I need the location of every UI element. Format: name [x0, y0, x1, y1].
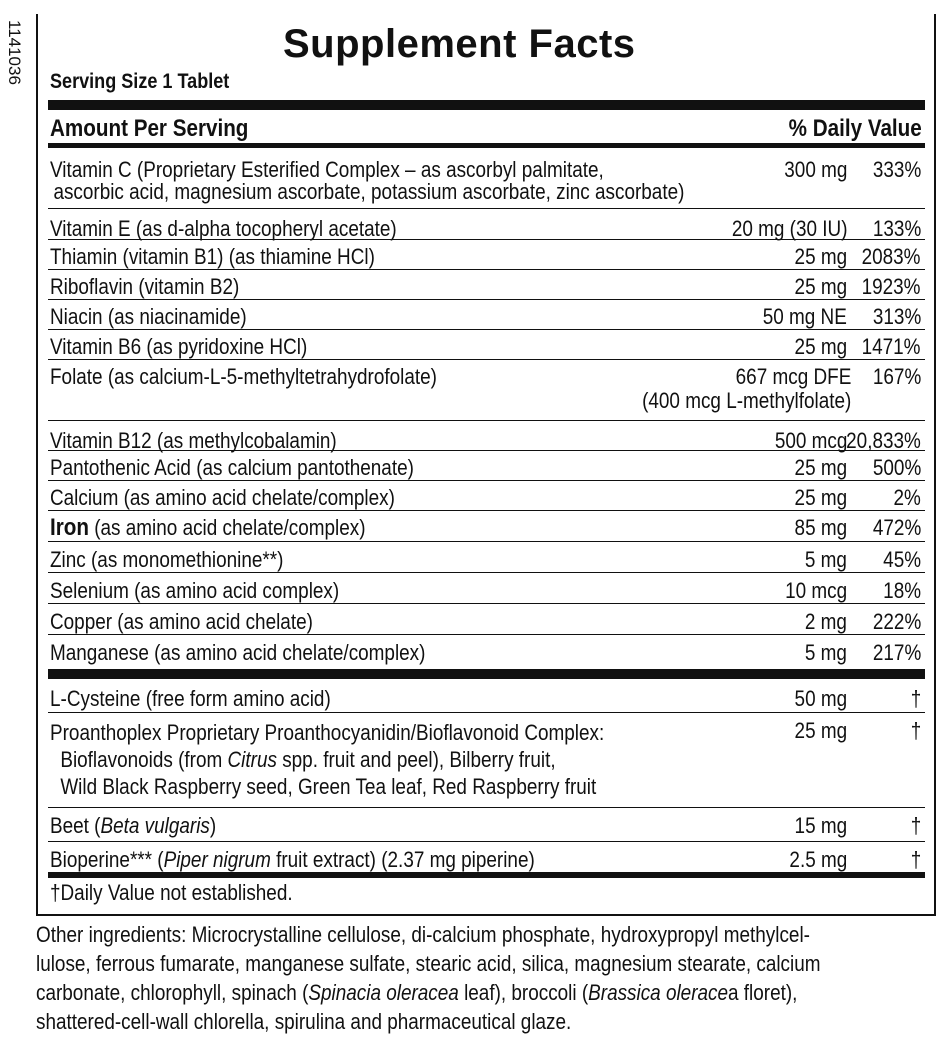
nutrient-amount: 25 mg — [794, 274, 847, 299]
nutrient-name: Zinc (as monomethionine**) — [50, 547, 284, 572]
ingredient-name — [50, 814, 216, 838]
ingredient-text: spp. fruit and peel), Bilberry fruit, — [276, 747, 556, 772]
ingredient-text-italic: Citrus — [227, 747, 277, 772]
nutrient-row — [48, 573, 925, 604]
ingredient-row — [48, 808, 925, 842]
nutrient-amount: 25 mg — [794, 485, 847, 510]
nutrient-row — [48, 209, 925, 240]
other-text-italic: Spinacia oleracea — [308, 980, 459, 1005]
ingredient-dv: † — [910, 686, 921, 711]
ingredient-row — [48, 713, 925, 808]
nutrient-dv: 1471% — [862, 334, 921, 359]
nutrient-dv: 2083% — [862, 244, 921, 269]
footnote: †Daily Value not established. — [50, 880, 293, 905]
nutrient-row — [48, 451, 925, 481]
ingredient-text: Bioflavonoids (from — [60, 747, 228, 772]
ingredient-name: L-Cysteine (free form amino acid) — [50, 686, 331, 711]
nutrient-name-line: ascorbic acid, magnesium ascorbate, potassium ascorbate, zinc ascorbate) — [53, 179, 685, 204]
ingredient-text: Bioperine*** ( — [50, 847, 164, 872]
nutrient-row — [48, 542, 925, 573]
nutrient-amount: 500 mcg — [774, 428, 847, 453]
nutrient-amount: 20 mg (30 IU) — [731, 216, 847, 241]
ingredient-amount: 2.5 mg — [789, 847, 847, 872]
nutrient-dv: 45% — [883, 547, 921, 572]
nutrient-name: Selenium (as amino acid complex) — [50, 578, 340, 603]
nutrient-name — [50, 516, 366, 540]
nutrient-amount: 50 mg NE — [762, 304, 847, 329]
nutrient-amount: 10 mcg — [784, 578, 847, 603]
nutrient-name: Thiamin (vitamin B1) (as thiamine HCl) — [50, 244, 375, 269]
nutrient-name: Pantothenic Acid (as calcium pantothenate) — [50, 455, 414, 480]
ingredient-row — [48, 679, 925, 713]
nutrient-amount: 25 mg — [794, 455, 847, 480]
other-ingredients-line: shattered-cell-wall chlorella, spirulina and pharmaceutical glaze. — [36, 1009, 572, 1034]
nutrient-name: Niacin (as niacinamide) — [50, 304, 247, 329]
ingredient-row — [48, 842, 925, 872]
nutrient-name-rest: (as amino acid chelate/complex) — [88, 515, 366, 540]
nutrient-row — [48, 300, 925, 330]
nutrient-dv: 222% — [872, 609, 921, 634]
ingredient-text-italic: Beta vulgaris — [100, 813, 210, 838]
nutrient-name: Calcium (as amino acid chelate/complex) — [50, 485, 395, 510]
nutrient-row — [48, 604, 925, 635]
amount-per-serving-label: Amount Per Serving — [50, 115, 249, 142]
nutrient-name: Manganese (as amino acid chelate/complex) — [50, 640, 426, 665]
nutrient-amount: 5 mg — [804, 547, 847, 572]
nutrient-dv: 333% — [872, 157, 921, 182]
nutrient-row — [48, 481, 925, 511]
nutrient-dv: 217% — [872, 640, 921, 665]
ingredient-text-italic: Piper nigrum — [163, 847, 271, 872]
ingredient-dv: † — [910, 847, 921, 872]
ingredient-name-line: Proanthoplex Proprietary Proanthocyanidin/Bioflavonoid Complex: — [50, 720, 605, 745]
product-code: 1141036 — [5, 20, 24, 85]
thick-divider-top — [48, 100, 925, 110]
other-ingredients-line: Other ingredients: Microcrystalline cellulose, di-calcium phosphate, hydroxypropyl methylcel- — [36, 922, 810, 947]
panel-title: Supplement Facts — [283, 22, 636, 66]
nutrient-amount: 300 mg — [783, 157, 847, 182]
nutrient-row — [48, 148, 925, 209]
nutrient-dv: 167% — [872, 364, 921, 389]
ingredient-text: ) — [209, 813, 217, 838]
nutrient-dv: 500% — [872, 455, 921, 480]
nutrient-name: Copper (as amino acid chelate) — [50, 609, 313, 634]
other-text: carbonate, chlorophyll, spinach ( — [36, 980, 309, 1005]
ingredient-amount: 25 mg — [794, 718, 847, 743]
ingredient-amount: 15 mg — [794, 813, 847, 838]
serving-size: Serving Size 1 Tablet — [50, 70, 230, 93]
nutrient-amount-line: (400 mcg L-methylfolate) — [641, 388, 851, 413]
ingredient-text: Beet ( — [50, 813, 101, 838]
nutrient-dv: 472% — [872, 515, 921, 540]
nutrient-name — [50, 158, 684, 202]
thick-divider-bottom — [48, 872, 925, 878]
nutrient-dv: 20,833% — [846, 428, 921, 453]
supplement-facts-panel — [36, 14, 936, 916]
nutrient-amount: 25 mg — [794, 334, 847, 359]
other-text: leaf), broccoli ( — [458, 980, 589, 1005]
nutrient-row — [48, 635, 925, 670]
nutrient-dv: 313% — [872, 304, 921, 329]
nutrient-dv: 133% — [872, 216, 921, 241]
nutrient-row — [48, 511, 925, 542]
nutrient-name: Vitamin B12 (as methylcobalamin) — [50, 428, 337, 453]
nutrient-row — [48, 421, 925, 451]
ingredient-name — [50, 719, 604, 800]
ingredient-name — [50, 848, 535, 872]
nutrient-row — [48, 330, 925, 360]
other-text: a floret), — [728, 980, 798, 1005]
nutrient-name: Vitamin E (as d-alpha tocopheryl acetate) — [50, 216, 397, 241]
ingredient-text: fruit extract) (2.37 mg piperine) — [270, 847, 535, 872]
nutrient-name: Riboflavin (vitamin B2) — [50, 274, 240, 299]
nutrient-amount: 2 mg — [804, 609, 847, 634]
nutrient-amount-line: 667 mcg DFE — [735, 364, 851, 389]
nutrient-name-line: Vitamin C (Proprietary Esterified Complex – as ascorbyl palmitate, — [50, 157, 604, 182]
nutrient-dv: 18% — [883, 578, 921, 603]
other-ingredients-line: lulose, ferrous fumarate, manganese sulfate, stearic acid, silica, magnesium stearate, calcium — [36, 951, 821, 976]
nutrient-amount — [642, 365, 851, 413]
nutrient-amount: 85 mg — [794, 515, 847, 540]
nutrient-dv: 1923% — [862, 274, 921, 299]
thick-divider-middle — [48, 669, 925, 679]
column-header — [50, 115, 924, 145]
nutrient-amount: 5 mg — [804, 640, 847, 665]
nutrient-name: Vitamin B6 (as pyridoxine HCl) — [50, 334, 308, 359]
nutrient-dv: 2% — [893, 485, 921, 510]
daily-value-label: % Daily Value — [788, 115, 922, 142]
ingredient-name-line: Wild Black Raspberry seed, Green Tea leaf, Red Raspberry fruit — [60, 774, 597, 799]
ingredient-amount: 50 mg — [794, 686, 847, 711]
other-ingredients-line — [36, 978, 939, 1007]
nutrient-amount: 25 mg — [794, 244, 847, 269]
nutrient-name-bold: Iron — [50, 514, 89, 541]
nutrient-row — [48, 240, 925, 270]
nutrient-row — [48, 360, 925, 421]
ingredient-name-line — [50, 746, 604, 773]
ingredient-dv: † — [910, 718, 921, 743]
other-ingredients — [36, 920, 939, 1036]
nutrient-name: Folate (as calcium-L-5-methyltetrahydrofolate) — [50, 364, 437, 389]
other-text-italic: Brassica olerace — [588, 980, 729, 1005]
nutrient-row — [48, 270, 925, 300]
ingredient-dv: † — [910, 813, 921, 838]
